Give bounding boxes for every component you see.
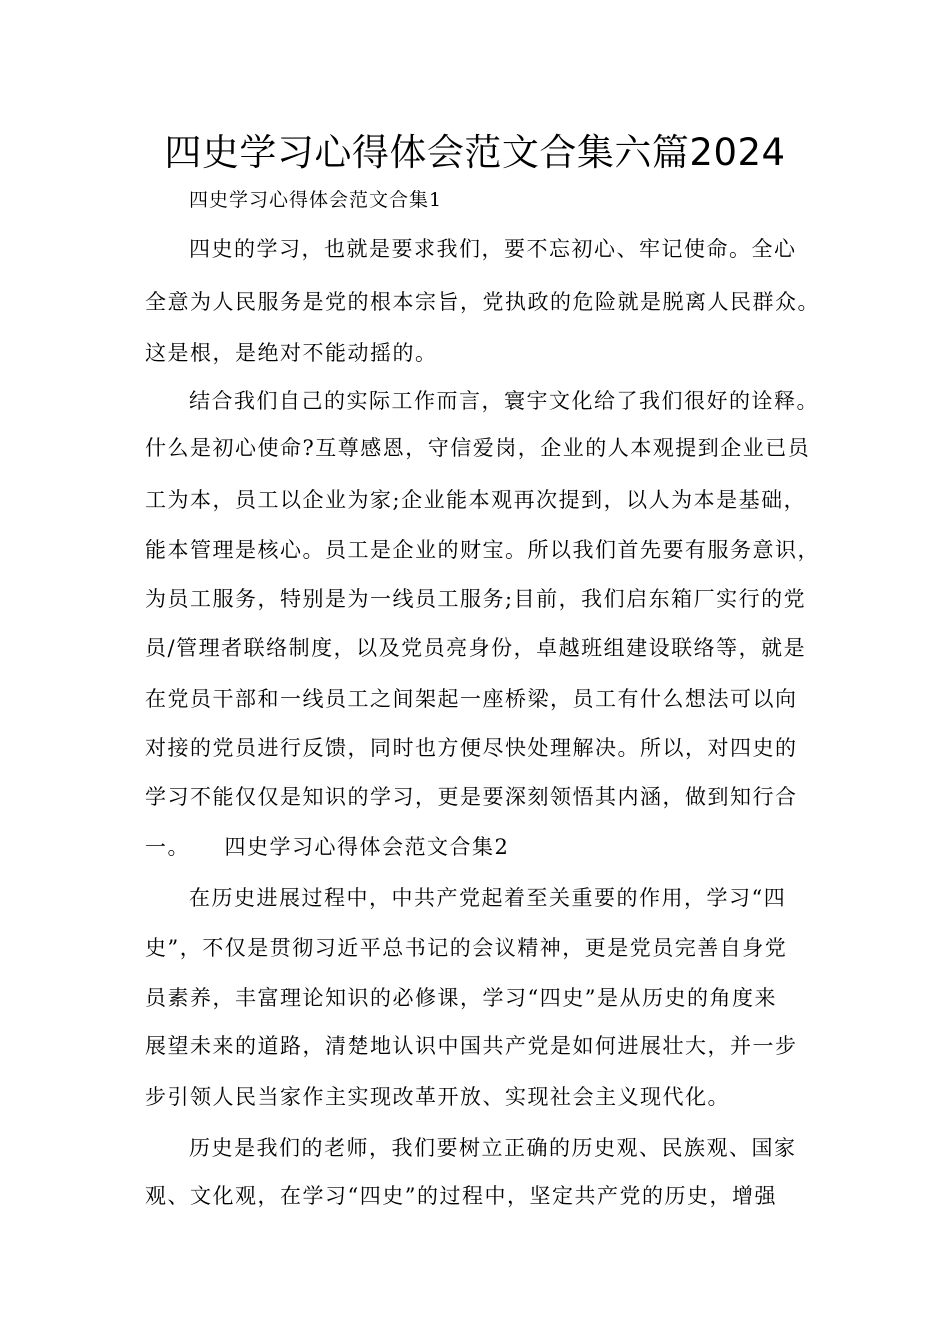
paragraph-line: 在党员干部和一线员工之间架起一座桥梁，员工有什么想法可以向 [145, 687, 798, 711]
paragraph-line: 员素养，丰富理论知识的必修课，学习“四史”是从历史的角度来 [145, 986, 777, 1010]
paragraph-line: 为员工服务，特别是为一线员工服务;目前，我们启东箱厂实行的党 [145, 587, 807, 611]
paragraph-line: 全意为人民服务是党的根本宗旨，党执政的危险就是脱离人民群众。 [145, 290, 820, 314]
paragraph-line: 学习不能仅仅是知识的学习，更是要深刻领悟其内涵，做到知行合 [145, 785, 798, 809]
paragraph-line: 这是根，是绝对不能动摇的。 [145, 341, 438, 365]
paragraph-line: 在历史进展过程中，中共产党起着至关重要的作用，学习“四 [189, 886, 787, 910]
paragraph-line: 能本管理是核心。员工是企业的财宝。所以我们首先要有服务意识， [145, 538, 820, 562]
paragraph-line: 展望未来的道路，清楚地认识中国共产党是如何进展壮大，并一步 [145, 1034, 798, 1058]
paragraph-line: 对接的党员进行反馈，同时也方便尽快处理解决。所以，对四史的 [145, 736, 798, 760]
paragraph-line: 观、文化观，在学习“四史”的过程中，坚定共产党的历史，增强 [145, 1184, 777, 1208]
paragraph-line: 员/管理者联络制度，以及党员亮身份，卓越班组建设联络等，就是 [145, 636, 807, 660]
paragraph-line: 工为本，员工以企业为家;企业能本观再次提到，以人为本是基础， [145, 488, 807, 512]
paragraph-line: 四史的学习，也就是要求我们，要不忘初心、牢记使命。全心 [189, 237, 797, 261]
paragraph-line: 步引领人民当家作主实现改革开放、实现社会主义现代化。 [145, 1085, 730, 1109]
paragraph-line: 什么是初心使命?互尊感恩，守信爱岗，企业的人本观提到企业已员 [145, 436, 811, 460]
paragraph-line: 历史是我们的老师，我们要树立正确的历史观、民族观、国家 [189, 1136, 797, 1160]
section-heading-2-line: 一。 四史学习心得体会范文合集2 [145, 835, 510, 859]
paragraph-line: 结合我们自己的实际工作而言，寰宇文化给了我们很好的诠释。 [189, 389, 819, 413]
paragraph-line: 史”，不仅是贯彻习近平总书记的会议精神，更是党员完善自身党 [145, 936, 788, 960]
section-heading-1: 四史学习心得体会范文合集1 [189, 189, 443, 211]
document-title: 四史学习心得体会范文合集六篇2024 [164, 131, 786, 174]
